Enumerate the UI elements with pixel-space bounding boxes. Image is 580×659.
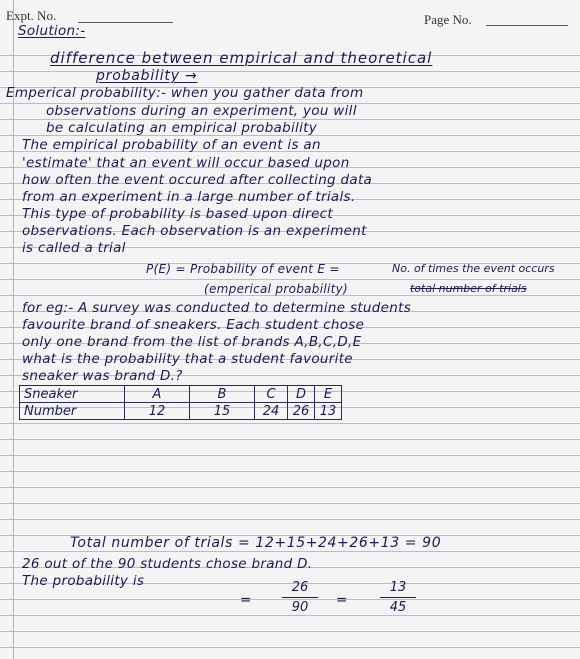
expt-no-line bbox=[78, 22, 173, 23]
fraction-26-90 bbox=[282, 580, 318, 615]
text-line: Total number of trials = 12+15+24+26+13 = 90 bbox=[70, 535, 442, 551]
text-line: Emperical probability:- when you gather data from bbox=[6, 85, 364, 101]
table-cell: Number bbox=[20, 403, 125, 420]
table-cell: 15 bbox=[190, 403, 255, 420]
text-line: is called a trial bbox=[22, 240, 126, 256]
text-line: 'estimate' that an event will occur based upon bbox=[22, 155, 350, 171]
formula-note: (emperical probability) bbox=[204, 282, 348, 296]
equals-sign: = bbox=[240, 592, 252, 608]
expt-no-label: Expt. No. bbox=[6, 8, 57, 23]
table-cell: Sneaker bbox=[20, 386, 125, 403]
text-line: sneaker was brand D.? bbox=[22, 368, 183, 384]
text-line: This type of probability is based upon direct bbox=[22, 206, 333, 222]
formula-lhs: P(E) = Probability of event E = bbox=[146, 262, 340, 276]
topic-title-line2: probability → bbox=[96, 68, 198, 84]
table-cell: E bbox=[315, 386, 342, 403]
page-no-line bbox=[486, 25, 568, 26]
text-line: favourite brand of sneakers. Each student chose bbox=[22, 317, 365, 333]
text-line: observations during an experiment, you will bbox=[46, 103, 357, 119]
text-line: be calculating an empirical probability bbox=[46, 120, 318, 136]
solution-heading: Solution:- bbox=[18, 23, 86, 39]
topic-title-line1: difference between empirical and theoretical bbox=[50, 49, 433, 67]
table-row bbox=[20, 403, 342, 420]
text-line: from an experiment in a large number of trials. bbox=[22, 189, 356, 205]
text-line: for eg:- A survey was conducted to determine students bbox=[22, 300, 412, 316]
table-cell: C bbox=[255, 386, 288, 403]
table-cell: B bbox=[190, 386, 255, 403]
table-cell: 12 bbox=[125, 403, 190, 420]
fraction-denominator: 90 bbox=[291, 600, 309, 615]
table-cell: 26 bbox=[288, 403, 315, 420]
table-cell: 24 bbox=[255, 403, 288, 420]
fraction-13-45 bbox=[380, 580, 416, 615]
text-line: The empirical probability of an event is an bbox=[22, 137, 321, 153]
sneaker-table bbox=[19, 385, 342, 420]
formula-denominator: total number of trials bbox=[410, 282, 527, 295]
text-line: only one brand from the list of brands A,B,C,D,E bbox=[22, 334, 362, 350]
equals-sign: = bbox=[336, 592, 348, 608]
header-area bbox=[0, 0, 580, 40]
text-line: The probability is bbox=[22, 573, 145, 589]
fraction-denominator: 45 bbox=[389, 600, 407, 615]
table-cell: 13 bbox=[315, 403, 342, 420]
fraction-bar bbox=[282, 597, 318, 598]
table-cell: A bbox=[125, 386, 190, 403]
fraction-numerator: 26 bbox=[291, 580, 309, 595]
text-line: what is the probability that a student favourite bbox=[22, 351, 353, 367]
page-no-label: Page No. bbox=[424, 12, 472, 27]
table-header-row bbox=[20, 386, 342, 403]
text-line: how often the event occured after collecting data bbox=[22, 172, 373, 188]
fraction-numerator: 13 bbox=[389, 580, 407, 595]
text-line: observations. Each observation is an experiment bbox=[22, 223, 367, 239]
fraction-bar bbox=[380, 597, 416, 598]
text-line: 26 out of the 90 students chose brand D. bbox=[22, 556, 313, 572]
table-cell: D bbox=[288, 386, 315, 403]
formula-numerator: No. of times the event occurs bbox=[392, 262, 555, 275]
